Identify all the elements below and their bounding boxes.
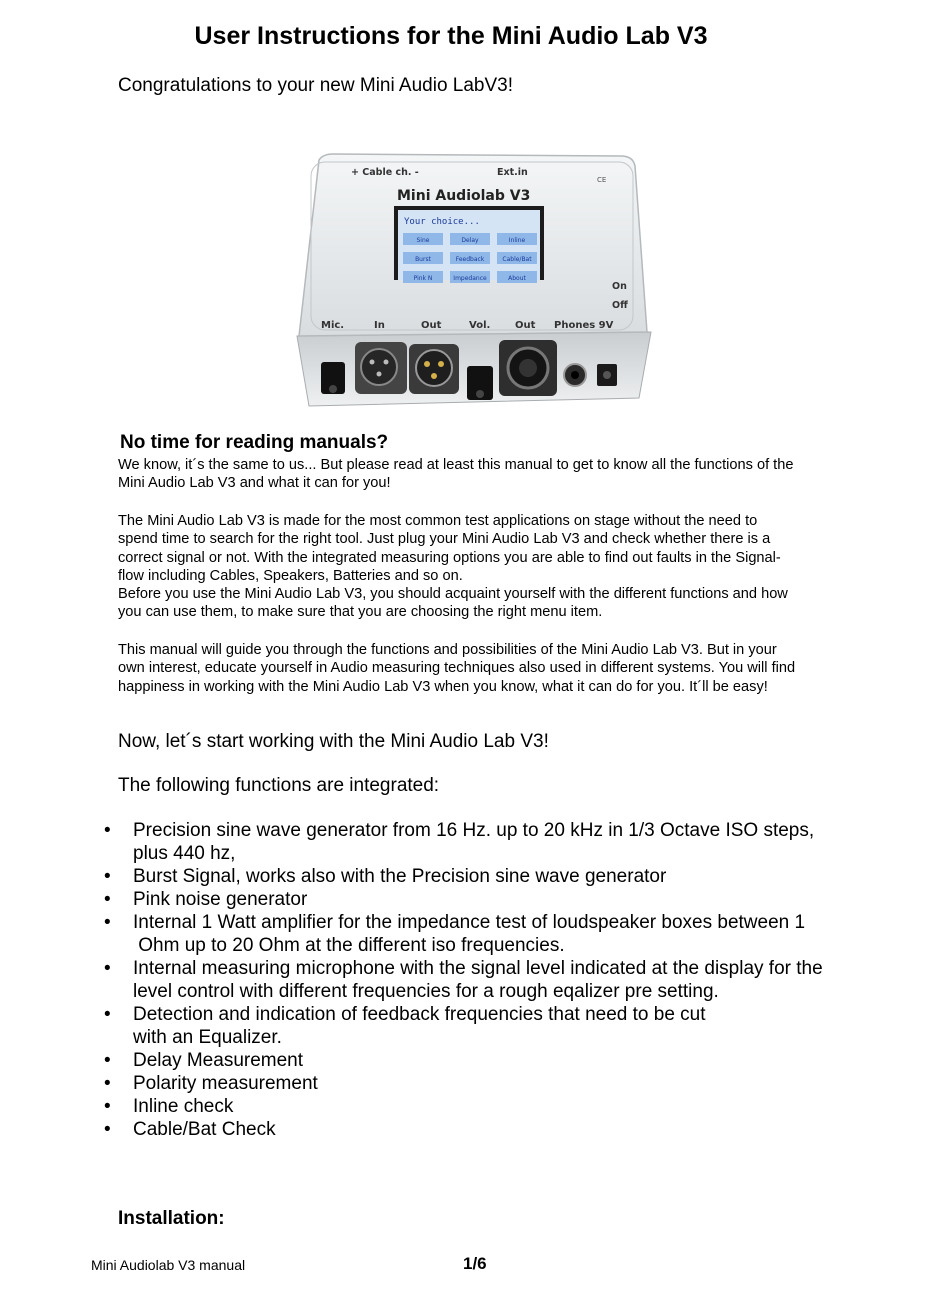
paragraph-intro (118, 456, 859, 493)
connector-label: Vol. (469, 320, 491, 331)
document-title: User Instructions for the Mini Audio Lab V3 (194, 22, 708, 50)
feature-text: plus 440 hz, (133, 843, 236, 864)
feature-text: with an Equalizer. (133, 1027, 282, 1048)
feature-item (0, 865, 853, 888)
feature-item (0, 911, 853, 957)
text-line: correct signal or not. With the integrated measuring options you are able to find out faults in the Signal- (118, 549, 781, 566)
bullet-icon: • (104, 912, 111, 933)
feature-item (0, 957, 853, 1003)
bullet-icon: • (104, 820, 111, 841)
label-off: Off (612, 300, 628, 311)
connector-label: Out (421, 320, 442, 331)
footer-manual-name: Mini Audiolab V3 manual (91, 1257, 246, 1273)
screen-button-label: Inline (508, 237, 526, 244)
bullet-icon: • (104, 866, 111, 887)
screen-button-grid (403, 233, 537, 283)
screen-button-label: Burst (415, 256, 431, 263)
screen-button-label: Cable/Bat (502, 256, 532, 263)
screen-button-label: About (508, 275, 526, 282)
device-photo (279, 136, 667, 432)
label-on: On (612, 281, 627, 292)
connector-label: Mic. (321, 320, 345, 331)
feature-text: Burst Signal, works also with the Precision sine wave generator (133, 866, 667, 887)
screen-button-label: Pink N (413, 275, 433, 282)
feature-list (0, 819, 853, 1141)
feature-text: Cable/Bat Check (133, 1119, 276, 1140)
feature-item (0, 1072, 853, 1095)
connector-label: In (374, 320, 385, 331)
bullet-icon: • (104, 889, 111, 910)
text-line: you can use them, to make sure that you are choosing the right menu item. (118, 604, 603, 621)
screen-button-label: Feedback (455, 256, 485, 263)
feature-text: Internal 1 Watt amplifier for the impedance test of loudspeaker boxes between 1 (133, 912, 806, 933)
device-brand-label: Mini Audiolab V3 (397, 188, 531, 204)
paragraph-purpose (118, 512, 859, 585)
feature-text: Inline check (133, 1096, 234, 1117)
screen-button-label: Sine (416, 237, 430, 244)
feature-item (0, 1118, 853, 1141)
functions-intro-line: The following functions are integrated: (118, 775, 440, 796)
text-line: The Mini Audio Lab V3 is made for the most common test applications on stage without the need to (118, 513, 758, 529)
footer-page-number: 1/6 (463, 1254, 487, 1273)
label-ext-in: Ext.in (497, 167, 528, 178)
feature-item (0, 888, 853, 911)
xlr-in-socket (361, 349, 397, 385)
knob-cap (329, 385, 337, 393)
feature-item (0, 1049, 853, 1072)
bullet-icon: • (104, 1050, 111, 1071)
bullet-icon: • (104, 958, 111, 979)
bullet-icon: • (104, 1073, 111, 1094)
feature-item (0, 1003, 853, 1049)
feature-item (0, 1095, 853, 1118)
bullet-icon: • (104, 1119, 111, 1140)
paragraph-guide (118, 641, 859, 696)
feature-text: Detection and indication of feedback frequencies that need to be cut (133, 1004, 706, 1025)
text-line: Mini Audio Lab V3 and what it can for you! (118, 475, 391, 492)
feature-text: Ohm up to 20 Ohm at the different iso frequencies. (133, 935, 565, 956)
bullet-icon: • (104, 1004, 111, 1025)
feature-text: Pink noise generator (133, 889, 308, 910)
heading-installation: Installation: (118, 1208, 225, 1229)
text-line: spend time to search for the right tool. Just plug your Mini Audio Lab V3 and check whether there is a (118, 531, 771, 548)
bullet-icon: • (104, 1096, 111, 1117)
feature-text: Delay Measurement (133, 1050, 304, 1071)
congratulations-line: Congratulations to your new Mini Audio LabV3! (118, 75, 514, 96)
screen-button-label: Delay (461, 237, 479, 244)
text-line: happiness in working with the Mini Audio Lab V3 when you know, what it can do for you. It´ll be easy! (118, 678, 768, 695)
paragraph-before-use (118, 585, 859, 622)
heading-no-time: No time for reading manuals? (120, 432, 389, 453)
ce-mark: CE (597, 176, 607, 184)
text-line: flow including Cables, Speakers, Batteries and so on. (118, 567, 463, 584)
connector-label: Phones 9V (554, 320, 614, 331)
feature-text: Precision sine wave generator from 16 Hz. up to 20 kHz in 1/3 Octave ISO steps, (133, 820, 815, 841)
screen-title: Your choice... (404, 217, 480, 227)
label-cable-ch: + Cable ch. - (351, 167, 419, 178)
start-working-line: Now, let´s start working with the Mini Audio Lab V3! (118, 731, 549, 752)
feature-item (0, 819, 853, 865)
text-line: Before you use the Mini Audio Lab V3, you should acquaint yourself with the different functions and how (118, 586, 788, 602)
connector-label: Out (515, 320, 536, 331)
feature-text: Internal measuring microphone with the signal level indicated at the display for the (133, 958, 823, 979)
text-line: own interest, educate yourself in Audio measuring techniques also used in different systems. You will find (118, 660, 796, 677)
text-line: This manual will guide you through the functions and possibilities of the Mini Audio Lab V3. But in your (118, 642, 777, 658)
xlr-out-plug (416, 350, 452, 386)
screen-button-label: Impedance (453, 275, 487, 282)
feature-text: Polarity measurement (133, 1073, 318, 1094)
feature-text: level control with different frequencies for a rough eqalizer pre setting. (133, 981, 719, 1002)
text-line: We know, it´s the same to us... But please read at least this manual to get to know all the functions of the (118, 457, 794, 473)
